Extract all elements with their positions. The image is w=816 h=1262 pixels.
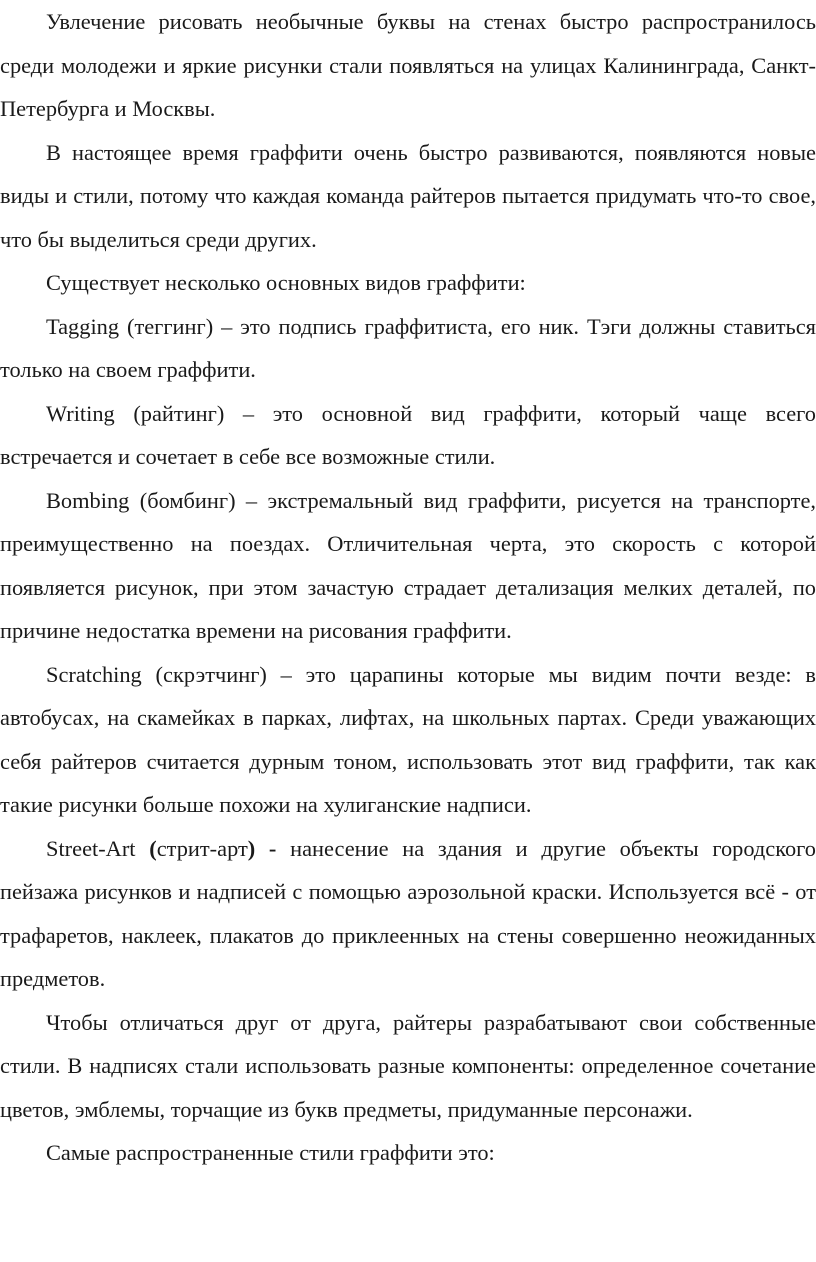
street-art-term: Street-Art — [46, 835, 150, 861]
paragraph-development: В настоящее время граффити очень быстро развиваются, появляются новые виды и стили, потому что каждая команда райтеров пытается придумать что-то свое, что бы выделиться среди других. — [0, 139, 816, 252]
paragraph-scratching: Scratching (скрэтчинг) – это царапины которые мы видим почти везде: в автобусах, на скамейках в парках, лифтах, на школьных партах. Среди уважающих себя райтеров считается дурным тоном, использовать этот вид граффити, так как такие рисунки больше похожи на хулиганские надписи. — [0, 661, 816, 817]
street-art-paren-open: ( — [149, 835, 157, 861]
paragraph-common-styles: Самые распространенные стили граффити это: — [46, 1140, 495, 1165]
paragraph-tagging: Tagging (теггинг) – это подпись граффитиста, его ник. Тэги должны ставиться только на своем граффити. — [0, 313, 816, 382]
paragraph-writing: Writing (райтинг) – это основной вид граффити, который чаще всего встречается и сочетает в себе все возможные стили. — [0, 400, 816, 469]
street-art-paren-close: ) - — [247, 835, 291, 861]
paragraph-bombing: Bombing (бомбинг) – экстремальный вид граффити, рисуется на транспорте, преимущественно на поездах. Отличительная черта, это скорость с которой появляется рисунок, при этом зачастую страдает детализация мелких деталей, по причине недостатка времени на рисования граффити. — [0, 487, 816, 643]
paragraph-intro: Увлечение рисовать необычные буквы на стенах быстро распространилось среди молодежи и яркие рисунки стали появляться на улицах Калининграда, Санкт-Петербурга и Москвы. — [0, 9, 816, 121]
street-art-description: нанесение на здания и другие объекты городского пейзажа рисунков и надписей с помощью аэрозольной краски. Используется всё - от трафаретов, наклеек, плакатов до приклеенных на стены совершенно неожиданных предметов. — [0, 835, 816, 991]
paragraph-styles: Чтобы отличаться друг от друга, райтеры разрабатывают свои собственные стили. В надписях стали использовать разные компоненты: определенное сочетание цветов, эмблемы, торчащие из букв предметы, придуманные персонажи. — [0, 1009, 816, 1122]
paragraph-street-art — [0, 827, 816, 1001]
street-art-term-ru: стрит-арт — [156, 835, 248, 861]
paragraph-types-heading: Существует несколько основных видов граффити: — [46, 270, 526, 295]
